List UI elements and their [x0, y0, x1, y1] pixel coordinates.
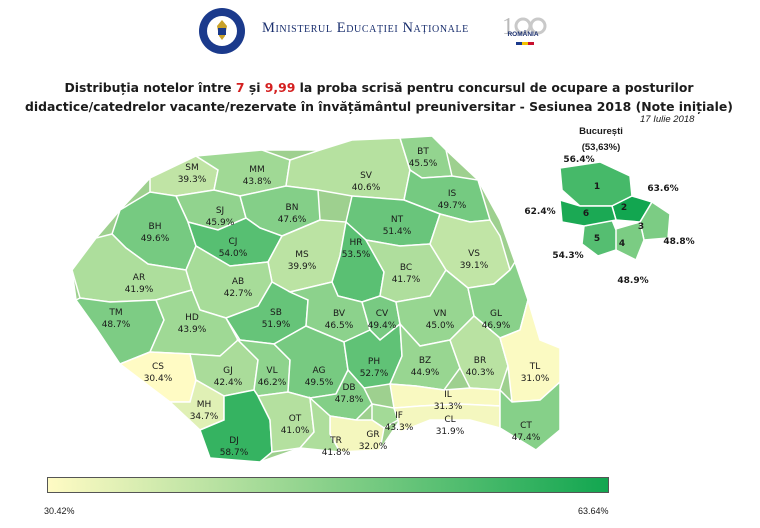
sector-number-label: 3 [637, 222, 645, 232]
county-value-label: 49.5% [304, 378, 334, 388]
county-value-label: 31.0% [520, 374, 550, 384]
county-code-label: IL [444, 390, 452, 400]
county-value-label: 39.3% [177, 175, 207, 185]
county-code-label: BR [473, 356, 487, 366]
county-code-label: BV [332, 309, 346, 319]
county-code-label: HR [349, 238, 363, 248]
county-value-label: 51.9% [261, 320, 291, 330]
county-value-label: 45.0% [425, 321, 455, 331]
county-value-label: 51.4% [382, 227, 412, 237]
sector-number-label: 6 [582, 209, 590, 219]
sector-number-label: 4 [618, 239, 626, 249]
sector-number-label: 5 [593, 234, 601, 244]
county-code-label: CJ [228, 237, 238, 247]
bucharest-total: (53,63%) [581, 142, 621, 153]
county-value-label: 41.9% [124, 285, 154, 295]
legend-min-label: 30.42% [44, 506, 75, 516]
county-value-label: 45.9% [205, 218, 235, 228]
county-code-label: GR [366, 430, 380, 440]
county-value-label: 46.2% [257, 378, 287, 388]
county-code-label: CS [152, 362, 164, 372]
county-value-label: 48.7% [101, 320, 131, 330]
title-text-3: la proba scrisă pentru concursul de ocupare a posturilor didactice/catedrelor vacante/rezervate în învățământul preuniversitar - Sesiunea 2018 (Note inițiale) [25, 80, 733, 114]
county-value-label: 53.5% [341, 250, 371, 260]
county-code-label: IS [447, 189, 457, 199]
county-code-label: VS [468, 249, 480, 259]
county-code-label: TL [529, 362, 541, 372]
county-code-label: CT [520, 421, 532, 431]
county-value-label: 43.9% [177, 325, 207, 335]
county-code-label: NT [390, 215, 404, 225]
county-value-label: 43.3% [384, 423, 414, 433]
title-high-grade: 9,99 [264, 80, 296, 95]
county-code-label: MH [196, 400, 212, 410]
legend-color-scale [47, 477, 609, 493]
sector-value-label: 62.4% [524, 207, 556, 217]
sector-value-label: 63.6% [647, 184, 679, 194]
county-value-label: 43.8% [242, 177, 272, 187]
sector-number-label: 1 [593, 182, 601, 192]
county-value-label: 34.7% [189, 412, 219, 422]
county-code-label: VN [433, 309, 447, 319]
county-code-label: SM [185, 163, 199, 173]
bucharest-name: București [579, 126, 623, 137]
county-value-label: 47.4% [511, 433, 541, 443]
county-code-label: GL [490, 309, 502, 319]
county-value-label: 30.4% [143, 374, 173, 384]
sector-number-label: 2 [620, 203, 628, 213]
sector-value-label: 54.3% [552, 251, 584, 261]
ministry-name: Ministerul Educației Naționale [262, 20, 469, 36]
county-value-label: 58.7% [219, 448, 249, 458]
sector-value-label: 48.8% [663, 237, 695, 247]
county-code-label: SV [360, 171, 372, 181]
county-value-label: 39.1% [459, 261, 489, 271]
county-code-label: MM [249, 165, 265, 175]
county-code-label: BC [399, 263, 413, 273]
sector-value-label: 48.9% [617, 276, 649, 286]
county-value-label: 40.6% [351, 183, 381, 193]
county-code-label: DJ [229, 436, 239, 446]
county-code-label: CL [444, 415, 456, 425]
county-code-label: IF [395, 411, 403, 421]
date-label: 17 Iulie 2018 [640, 114, 695, 125]
county-value-label: 49.7% [437, 201, 467, 211]
county-value-label: 52.7% [359, 369, 389, 379]
county-value-label: 40.3% [465, 368, 495, 378]
county-value-label: 45.5% [408, 159, 438, 169]
county-code-label: AR [132, 273, 146, 283]
county-value-label: 42.4% [213, 378, 243, 388]
county-value-label: 41.7% [391, 275, 421, 285]
county-code-label: BZ [418, 356, 432, 366]
county-value-label: 31.3% [433, 402, 463, 412]
county-value-label: 32.0% [358, 442, 388, 452]
title-text-2: și [244, 80, 265, 95]
county-value-label: 47.6% [277, 215, 307, 225]
county-value-label: 39.9% [287, 262, 317, 272]
county-value-label: 49.4% [367, 321, 397, 331]
county-code-label: AB [231, 277, 245, 287]
county-code-label: TR [330, 436, 342, 446]
title-text-1: Distribuția notelor între [64, 80, 236, 95]
county-value-label: 31.9% [435, 427, 465, 437]
county-code-label: HD [185, 313, 199, 323]
county-code-label: GJ [223, 366, 233, 376]
bucharest-title [556, 124, 646, 156]
county-value-label: 44.9% [410, 368, 440, 378]
svg-text:1: 1 [502, 14, 514, 40]
county-value-label: 46.5% [324, 321, 354, 331]
county-code-label: VL [266, 366, 278, 376]
county-value-label: 46.9% [481, 321, 511, 331]
county-code-label: OT [288, 414, 302, 424]
county-value-label: 41.8% [321, 448, 351, 458]
centenary-label: ROMÂNIA [507, 31, 539, 38]
county-value-label: 47.8% [334, 395, 364, 405]
title-low-grade: 7 [235, 80, 245, 95]
legend-max-label: 63.64% [578, 506, 609, 516]
county-code-label: BT [417, 147, 429, 157]
bucharest-inset [524, 155, 694, 286]
county-code-label: TM [109, 308, 123, 318]
county-code-label: BN [285, 203, 299, 213]
sector-value-label: 56.4% [563, 155, 595, 165]
county-value-label: 41.0% [280, 426, 310, 436]
county-code-label: BH [148, 222, 162, 232]
county-value-label: 42.7% [223, 289, 253, 299]
county-code-label: SJ [215, 206, 225, 216]
county-code-label: MS [295, 250, 309, 260]
county-code-label: SB [270, 308, 282, 318]
county-code-label: CV [375, 309, 389, 319]
county-code-label: DB [342, 383, 356, 393]
county-value-label: 49.6% [140, 234, 170, 244]
county-code-label: AG [312, 366, 326, 376]
county-code-label: PH [367, 357, 381, 367]
county-value-label: 54.0% [218, 249, 248, 259]
